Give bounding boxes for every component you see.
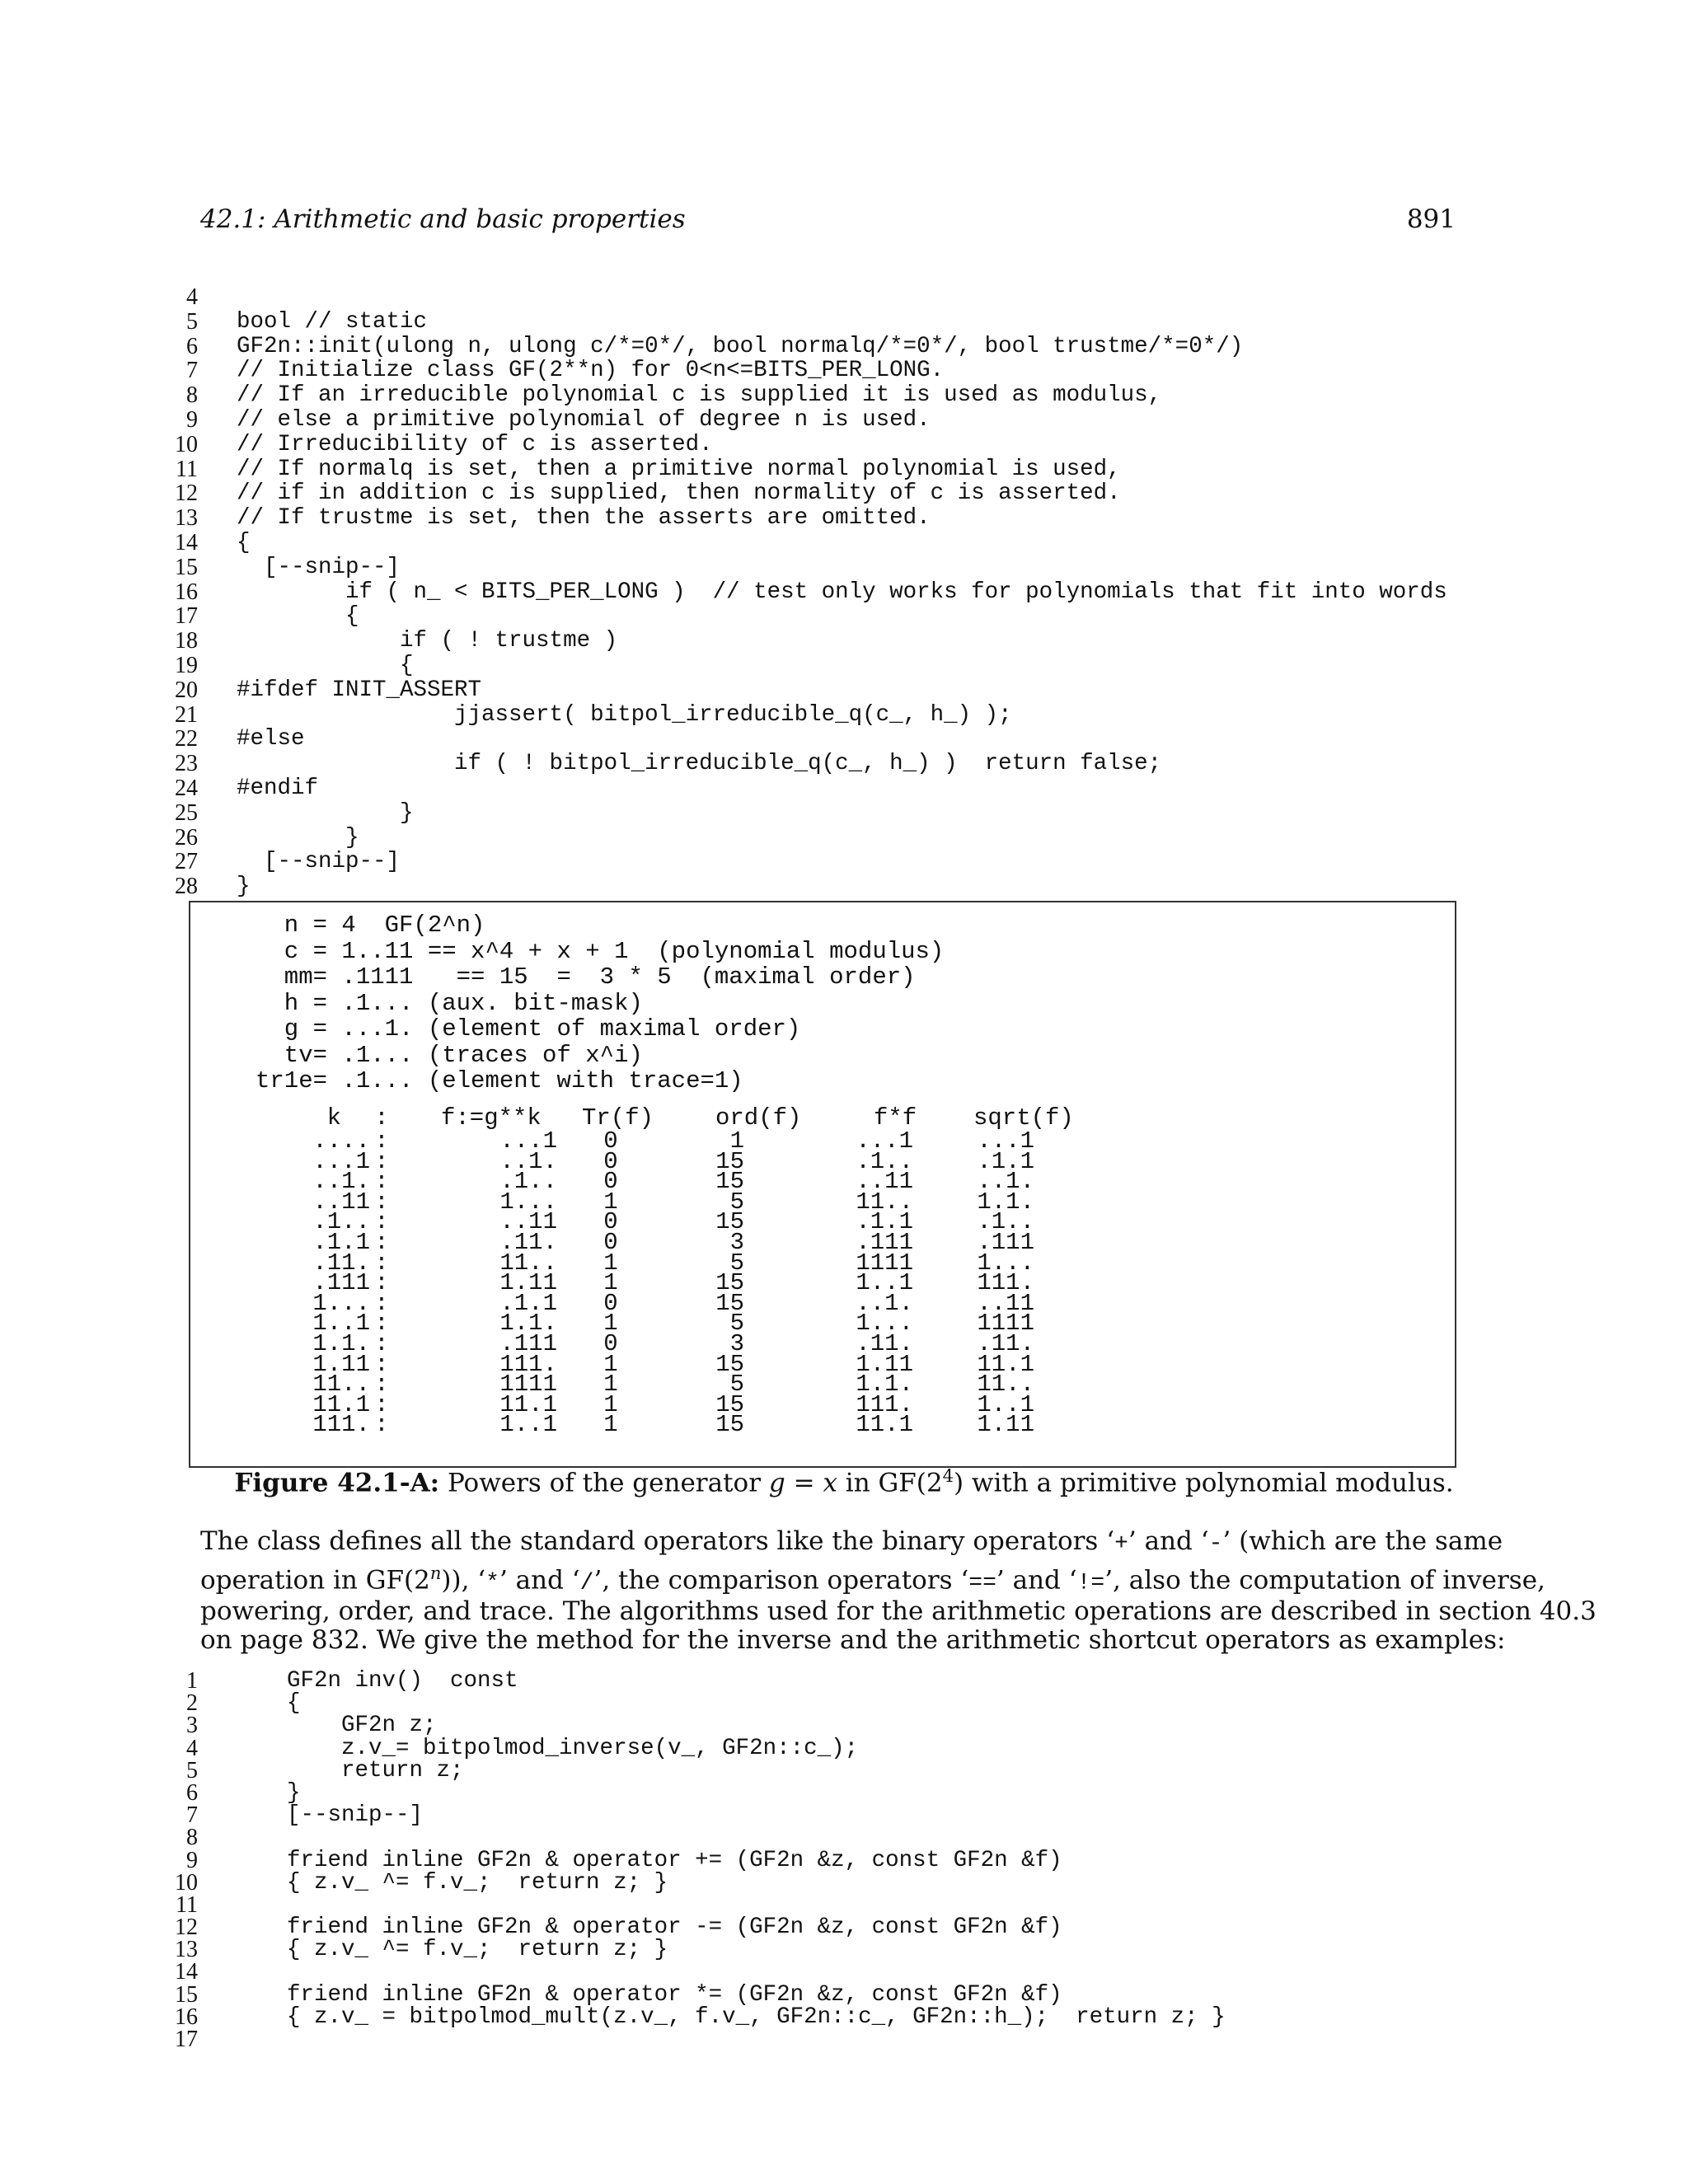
code-line: [157, 874, 1442, 899]
code-line: [157, 2006, 1442, 2028]
caption-math-g: g: [768, 1468, 785, 1498]
cell-colon: :: [374, 1127, 389, 1155]
cell-square: 1111: [856, 1249, 913, 1277]
cell-order: 15: [715, 1350, 744, 1378]
code-listing-operators: [157, 1670, 1442, 2050]
cell-trace: 0: [603, 1228, 618, 1256]
cell-colon: :: [374, 1249, 389, 1277]
code-line: [157, 801, 1442, 826]
cell-k: ..1.: [312, 1168, 370, 1196]
line-number: 13: [175, 1937, 198, 1963]
cell-sqrt: 11.1: [977, 1350, 1034, 1378]
cell-trace: 1: [603, 1188, 618, 1216]
code-line: [157, 1802, 1442, 1829]
code-line: [157, 654, 1442, 678]
line-number: 23: [175, 751, 198, 777]
code-text: [--snip--]: [287, 1802, 424, 1829]
text-run: ’ and ‘: [996, 1565, 1077, 1596]
cell-k: 111.: [312, 1411, 370, 1439]
code-text: #endif: [237, 775, 319, 801]
line-number: 5: [186, 308, 198, 335]
cell-k: ....: [312, 1127, 370, 1155]
figure-box: [189, 901, 1456, 1468]
header-k: k: [326, 1104, 341, 1132]
caption-equals: =: [785, 1468, 823, 1498]
cell-order: 15: [715, 1390, 744, 1418]
line-number: 15: [175, 1981, 198, 2008]
line-number: 11: [176, 1891, 198, 1918]
code-line: [157, 1938, 1442, 1961]
powers-table: [250, 1104, 1074, 1439]
code-text: if ( n_ < BITS_PER_LONG ) // test only works for polynomials that fit into words: [237, 579, 1447, 605]
cell-order: 15: [715, 1168, 744, 1196]
cell-sqrt: 111.: [977, 1269, 1034, 1297]
code-text: z.v_= bitpolmod_inverse(v_, GF2n::c_);: [287, 1735, 859, 1761]
operator-divide: /: [579, 1570, 594, 1596]
cell-sqrt: ..11: [977, 1289, 1034, 1317]
parameter-line: tv= .1... (traces of x^i): [256, 1041, 643, 1069]
cell-trace: 0: [603, 1208, 618, 1236]
cell-square: .1..: [856, 1147, 913, 1175]
cell-order: 3: [729, 1228, 744, 1256]
cell-k: .1.1: [312, 1228, 370, 1256]
cell-trace: 1: [603, 1350, 618, 1378]
cell-order: 3: [729, 1329, 744, 1357]
code-line: [157, 727, 1442, 752]
cell-k: .111: [312, 1269, 370, 1297]
cell-square: .111: [856, 1228, 913, 1256]
cell-colon: :: [374, 1147, 389, 1175]
line-number: 26: [175, 824, 198, 851]
cell-colon: :: [374, 1329, 389, 1357]
cell-sqrt: 1111: [977, 1310, 1034, 1338]
caption-exponent: 4: [942, 1466, 954, 1486]
text-run: ’ and ‘: [499, 1565, 580, 1596]
code-text: // else a primitive polynomial of degree n is used.: [237, 406, 931, 433]
code-text: }: [237, 874, 251, 900]
code-text: friend inline GF2n & operator *= (GF2n &z, const GF2n &f): [287, 1981, 1062, 2008]
text-run: operation in GF(2: [200, 1565, 430, 1596]
code-text: if ( ! trustme ): [237, 628, 618, 654]
line-number: 17: [175, 2027, 198, 2052]
line-number: 27: [175, 849, 198, 875]
header-colon: :: [374, 1104, 389, 1132]
cell-f: 11..: [499, 1249, 557, 1277]
cell-square: ..11: [856, 1168, 913, 1196]
header-square: f*f: [874, 1104, 917, 1132]
parameter-line: h = .1... (aux. bit-mask): [256, 989, 643, 1017]
operator-not-equal: !=: [1076, 1570, 1105, 1596]
code-line: [157, 629, 1442, 654]
line-number: 16: [175, 579, 198, 605]
cell-sqrt: 11..: [977, 1371, 1034, 1399]
cell-f: 1...: [499, 1188, 557, 1216]
table-row: [250, 1411, 1034, 1439]
cell-trace: 0: [603, 1289, 618, 1317]
code-text: #ifdef INIT_ASSERT: [237, 677, 482, 703]
cell-square: 1.11: [856, 1350, 913, 1378]
line-number: 1: [186, 1668, 198, 1694]
page-number: 891: [1406, 204, 1456, 234]
cell-colon: :: [374, 1371, 389, 1399]
cell-trace: 0: [603, 1168, 618, 1196]
caption-math-x: x: [823, 1468, 837, 1498]
code-line: [157, 1713, 1442, 1739]
header-trace: Tr(f): [582, 1104, 654, 1132]
line-number: 24: [175, 775, 198, 801]
operator-plus: +: [1114, 1531, 1128, 1557]
cell-k: ...1: [312, 1147, 370, 1175]
code-line: [157, 310, 1442, 335]
code-text: bool // static: [237, 308, 428, 335]
operator-equal: ==: [968, 1570, 996, 1596]
cell-square: 11.1: [856, 1411, 913, 1439]
code-line: [157, 1779, 1442, 1806]
line-number: 7: [186, 1802, 198, 1829]
body-paragraph: [200, 1526, 1597, 1656]
code-line: [157, 1670, 1442, 1692]
cell-colon: :: [374, 1168, 389, 1196]
cell-f: 1.1.: [499, 1310, 557, 1338]
cell-trace: 0: [603, 1147, 618, 1175]
cell-square: .11.: [856, 1329, 913, 1357]
line-number: 13: [175, 505, 198, 532]
code-line: [157, 531, 1442, 555]
operator-minus: -: [1208, 1531, 1223, 1557]
line-number: 10: [175, 431, 198, 457]
cell-sqrt: 1...: [977, 1249, 1034, 1277]
code-line: [157, 776, 1442, 801]
code-line: [157, 433, 1442, 457]
cell-order: 15: [715, 1411, 744, 1439]
code-line: [157, 1981, 1442, 2008]
cell-colon: :: [374, 1350, 389, 1378]
line-number: 8: [186, 1825, 198, 1851]
code-line: [157, 1849, 1442, 1872]
cell-k: .11.: [312, 1249, 370, 1277]
cell-f: ..1.: [499, 1147, 557, 1175]
code-line: [157, 752, 1442, 776]
line-number: 4: [186, 1735, 198, 1761]
caption-text-end: ) with a primitive polynomial modulus.: [953, 1468, 1454, 1498]
line-number: 16: [175, 2004, 198, 2030]
cell-colon: :: [374, 1269, 389, 1297]
cell-order: 5: [729, 1310, 744, 1338]
line-number: 12: [175, 480, 198, 507]
code-line: [157, 555, 1442, 580]
cell-square: 1..1: [856, 1269, 913, 1297]
cell-k: 1..1: [312, 1310, 370, 1338]
cell-sqrt: .1.1: [977, 1147, 1034, 1175]
cell-k: 1.11: [312, 1350, 370, 1378]
line-number: 22: [175, 726, 198, 752]
cell-trace: 1: [603, 1310, 618, 1338]
superscript-n: n: [429, 1563, 442, 1583]
cell-colon: :: [374, 1390, 389, 1418]
paragraph-line: on page 832. We give the method for the inverse and the arithmetic shortcut operators as examples:: [200, 1625, 1506, 1656]
line-number: 7: [186, 358, 198, 384]
line-number: 15: [175, 554, 198, 580]
code-line: [157, 335, 1442, 359]
cell-sqrt: .11.: [977, 1329, 1034, 1357]
cell-trace: 1: [603, 1411, 618, 1439]
cell-f: 11.1: [499, 1390, 557, 1418]
cell-k: 1...: [312, 1289, 370, 1317]
parameter-line: tr1e= .1... (element with trace=1): [256, 1067, 743, 1094]
cell-sqrt: ..1.: [977, 1168, 1034, 1196]
text-run: ’ and ‘: [1128, 1526, 1209, 1556]
cell-square: 11..: [856, 1188, 913, 1216]
code-text: }: [287, 1779, 301, 1806]
code-text: jjassert( bitpol_irreducible_q(c_, h_) );: [237, 701, 1012, 728]
code-text: // Irreducibility of c is asserted.: [237, 431, 713, 457]
cell-trace: 1: [603, 1249, 618, 1277]
code-text: // If an irreducible polynomial c is supplied it is used as modulus,: [237, 382, 1162, 409]
code-line: [157, 850, 1442, 874]
line-number: 3: [186, 1713, 198, 1739]
cell-sqrt: 1.1.: [977, 1188, 1034, 1216]
cell-sqrt: 1..1: [977, 1390, 1034, 1418]
text-run: ’, the comparison operators ‘: [593, 1565, 969, 1596]
cell-f: 1.11: [499, 1269, 557, 1297]
cell-square: 1.1.: [856, 1371, 913, 1399]
cell-colon: :: [374, 1411, 389, 1439]
cell-k: ..11: [312, 1188, 370, 1216]
header-sqrt: sqrt(f): [973, 1104, 1074, 1132]
parameter-line: c = 1..11 == x^4 + x + 1 (polynomial modulus): [256, 937, 945, 965]
line-number: 10: [175, 1869, 198, 1896]
cell-k: .1..: [312, 1208, 370, 1236]
cell-k: 1.1.: [312, 1329, 370, 1357]
cell-order: 5: [729, 1249, 744, 1277]
cell-trace: 1: [603, 1371, 618, 1399]
code-line: [157, 826, 1442, 851]
cell-f: .11.: [499, 1228, 557, 1256]
header-order: ord(f): [715, 1104, 802, 1132]
cell-sqrt: .1..: [977, 1208, 1034, 1236]
code-listing-init: [157, 284, 1447, 900]
code-text: friend inline GF2n & operator -= (GF2n &z, const GF2n &f): [287, 1915, 1062, 1941]
header-f: f:=g**k: [441, 1104, 542, 1132]
code-line: [157, 457, 1442, 482]
cell-order: 5: [729, 1188, 744, 1216]
cell-order: 15: [715, 1289, 744, 1317]
parameter-line: n = 4 GF(2^n): [256, 912, 485, 939]
line-number: 6: [186, 1779, 198, 1806]
code-text: GF2n inv() const: [287, 1668, 518, 1694]
line-number: 17: [175, 603, 198, 630]
code-line: [157, 481, 1442, 506]
cell-square: ...1: [856, 1127, 913, 1155]
cell-order: 1: [729, 1127, 744, 1155]
code-line: [157, 359, 1442, 383]
line-number: 28: [175, 874, 198, 900]
code-line: [157, 408, 1442, 433]
line-number: 14: [175, 1959, 198, 1985]
cell-f: .1.1: [499, 1289, 557, 1317]
cell-trace: 1: [603, 1269, 618, 1297]
code-text: [--snip--]: [237, 849, 401, 875]
code-text: {: [237, 652, 414, 678]
code-text: {: [237, 603, 359, 630]
code-line: [157, 579, 1447, 605]
cell-trace: 0: [603, 1127, 618, 1155]
cell-trace: 0: [603, 1329, 618, 1357]
code-line: [157, 285, 1442, 310]
cell-f: 111.: [499, 1350, 557, 1378]
cell-order: 15: [715, 1269, 744, 1297]
line-number: 21: [175, 701, 198, 728]
parameter-line: g = ...1. (element of maximal order): [256, 1015, 801, 1043]
caption-label: Figure 42.1-A:: [234, 1468, 440, 1498]
text-run: ’, also the computation of inverse,: [1104, 1565, 1545, 1596]
cell-k: 11.1: [312, 1390, 370, 1418]
code-line: [157, 1826, 1442, 1849]
cell-order: 15: [715, 1208, 744, 1236]
code-line: [157, 604, 1442, 629]
paragraph-line: [200, 1526, 1503, 1558]
line-number: 5: [186, 1757, 198, 1783]
line-number: 2: [186, 1690, 198, 1717]
code-line: [157, 383, 1442, 408]
line-number: 20: [175, 677, 198, 703]
code-text: if ( ! bitpol_irreducible_q(c_, h_) ) return false;: [237, 751, 1162, 777]
code-line: [157, 703, 1442, 728]
cell-square: .1.1: [856, 1208, 913, 1236]
caption-text: Powers of the generator: [439, 1468, 769, 1498]
code-text: // Initialize class GF(2**n) for 0<n<=BITS_PER_LONG.: [237, 358, 945, 384]
line-number: 14: [175, 529, 198, 555]
code-line: [157, 1915, 1442, 1941]
code-text: friend inline GF2n & operator += (GF2n &z, const GF2n &f): [287, 1847, 1062, 1873]
cell-colon: :: [374, 1188, 389, 1216]
code-text: {: [237, 529, 251, 555]
cell-f: 1..1: [499, 1411, 557, 1439]
code-text: { z.v_ ^= f.v_; return z; }: [287, 1869, 668, 1896]
running-header: [200, 204, 1456, 241]
parameter-line: mm= .1111 == 15 = 3 * 5 (maximal order): [256, 963, 916, 991]
code-text: return z;: [287, 1757, 464, 1783]
code-line: [157, 1737, 1442, 1760]
text-run: )), ‘: [441, 1565, 486, 1596]
cell-sqrt: 1.11: [977, 1411, 1034, 1439]
cell-f: ...1: [499, 1127, 557, 1155]
cell-square: ..1.: [856, 1289, 913, 1317]
cell-sqrt: .111: [977, 1228, 1034, 1256]
code-text: }: [237, 824, 359, 851]
operator-multiply: *: [485, 1570, 499, 1596]
code-line: [157, 2028, 1442, 2050]
cell-f: ..11: [499, 1208, 557, 1236]
cell-f: .1..: [499, 1168, 557, 1196]
text-run: ’ (which are the same: [1222, 1526, 1503, 1556]
code-line: [157, 1961, 1442, 1983]
cell-colon: :: [374, 1289, 389, 1317]
cell-order: 5: [729, 1371, 744, 1399]
cell-square: 111.: [856, 1390, 913, 1418]
paragraph-line: powering, order, and trace. The algorithms used for the arithmetic operations are described in section 40.3: [200, 1596, 1597, 1627]
figure-parameters: [256, 912, 944, 1094]
line-number: 9: [186, 1847, 198, 1873]
line-number: 11: [176, 456, 198, 482]
line-number: 9: [186, 406, 198, 433]
code-text: // If trustme is set, then the asserts are omitted.: [237, 505, 931, 532]
code-text: #else: [237, 726, 305, 752]
code-line: [157, 506, 1442, 531]
code-line: [157, 1690, 1442, 1717]
code-line: [157, 1869, 1442, 1896]
cell-order: 15: [715, 1147, 744, 1175]
code-text: // if in addition c is supplied, then normality of c is asserted.: [237, 480, 1121, 507]
cell-colon: :: [374, 1208, 389, 1236]
line-number: 19: [175, 652, 198, 678]
line-number: 8: [186, 382, 198, 409]
caption-in-gf: in GF(2: [837, 1468, 943, 1498]
code-text: {: [287, 1690, 301, 1717]
line-number: 12: [175, 1915, 198, 1941]
paragraph-line: [200, 1558, 1545, 1597]
code-text: GF2n z;: [287, 1713, 437, 1739]
code-text: }: [237, 799, 414, 826]
text-run: The class defines all the standard operators like the binary operators ‘: [200, 1526, 1115, 1556]
cell-square: 1...: [856, 1310, 913, 1338]
line-number: 6: [186, 333, 198, 359]
cell-k: 11..: [312, 1371, 370, 1399]
code-text: { z.v_ = bitpolmod_mult(z.v_, f.v_, GF2n::c_, GF2n::h_); return z; }: [287, 2004, 1226, 2030]
cell-sqrt: ...1: [977, 1127, 1034, 1155]
cell-f: 1111: [499, 1371, 557, 1399]
cell-colon: :: [374, 1228, 389, 1256]
code-text: { z.v_ ^= f.v_; return z; }: [287, 1937, 668, 1963]
cell-colon: :: [374, 1310, 389, 1338]
cell-trace: 1: [603, 1390, 618, 1418]
running-title: 42.1: Arithmetic and basic properties: [200, 204, 686, 234]
line-number: 25: [175, 799, 198, 826]
line-number: 4: [186, 284, 198, 310]
code-line: [157, 1891, 1442, 1918]
code-line: [157, 1757, 1442, 1783]
cell-f: .111: [499, 1329, 557, 1357]
code-text: // If normalq is set, then a primitive normal polynomial is used,: [237, 456, 1121, 482]
figure-caption: [0, 1466, 1688, 1497]
code-line: [157, 678, 1442, 703]
code-text: [--snip--]: [237, 554, 401, 580]
line-number: 18: [175, 628, 198, 654]
code-text: GF2n::init(ulong n, ulong c/*=0*/, bool normalq/*=0*/, bool trustme/*=0*/): [237, 333, 1244, 359]
